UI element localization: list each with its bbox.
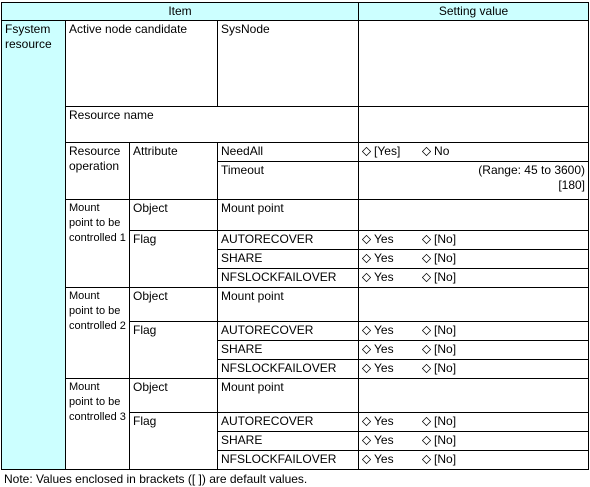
option-no: [No] — [422, 433, 456, 448]
diamond-icon — [422, 345, 431, 354]
option-no: [No] — [422, 342, 456, 357]
option-no: [No] — [422, 452, 456, 467]
needall-row — [2, 143, 589, 162]
mount-3-object-label: Object — [130, 379, 218, 413]
resource-name-row — [2, 107, 589, 143]
settings-table — [1, 2, 589, 470]
attribute-label: Attribute — [130, 143, 218, 200]
option-yes: Yes — [362, 270, 422, 285]
flag-setting — [359, 413, 589, 432]
needall-setting — [359, 143, 589, 162]
needall-option-yes: [Yes] — [362, 144, 422, 159]
flag-name: AUTORECOVER — [218, 322, 359, 341]
diamond-icon — [422, 326, 431, 335]
mount-2-object-label: Object — [130, 288, 218, 322]
diamond-icon — [422, 147, 431, 156]
mount-1-mount-point-label: Mount point — [218, 200, 359, 231]
diamond-icon — [422, 364, 431, 373]
option-no: [No] — [422, 270, 456, 285]
mount-2-mount-point-label: Mount point — [218, 288, 359, 322]
needall-option-no: No — [422, 144, 449, 159]
timeout-range: (Range: 45 to 3600) — [478, 163, 586, 177]
diamond-icon — [422, 436, 431, 445]
option-no: [No] — [422, 232, 456, 247]
diamond-icon — [422, 417, 431, 426]
active-node-value: SysNode — [218, 21, 359, 107]
diamond-icon — [362, 273, 371, 282]
mount-3-mount-point-label: Mount point — [218, 379, 359, 413]
mount-3-label: Mount point to be controlled 3 — [66, 379, 130, 470]
mount-1-label: Mount point to be controlled 1 — [66, 200, 130, 288]
resource-operation-label: Resource operation — [66, 143, 130, 200]
flag-setting — [359, 432, 589, 451]
header-row — [2, 3, 589, 21]
flag-setting — [359, 322, 589, 341]
flag-setting — [359, 360, 589, 379]
mount-2-object-row — [2, 288, 589, 322]
option-yes: Yes — [362, 414, 422, 429]
resource-name-setting — [359, 107, 589, 143]
flag-setting — [359, 250, 589, 269]
option-yes: Yes — [362, 232, 422, 247]
item-header: Item — [2, 3, 359, 21]
option-no: [No] — [422, 251, 456, 266]
diamond-icon — [362, 436, 371, 445]
mount-1-object-row — [2, 200, 589, 231]
resource-name-label: Resource name — [66, 107, 359, 143]
timeout-setting — [359, 162, 589, 200]
flag-name: SHARE — [218, 341, 359, 360]
timeout-default: [180] — [558, 178, 586, 192]
flag-setting — [359, 451, 589, 470]
option-no: [No] — [422, 361, 456, 376]
active-node-label: Active node candidate — [66, 21, 218, 107]
diamond-icon — [362, 364, 371, 373]
mount-2-mount-point-setting — [359, 288, 589, 322]
setting-value-header: Setting value — [359, 3, 589, 21]
needall-label: NeedAll — [218, 143, 359, 162]
fsystem-resource-label: Fsystem resource — [2, 21, 66, 470]
diamond-icon — [362, 455, 371, 464]
flag-setting — [359, 269, 589, 288]
mount-2-flag-label: Flag — [130, 322, 218, 379]
diamond-icon — [362, 345, 371, 354]
mount-3-object-row — [2, 379, 589, 413]
option-yes: Yes — [362, 361, 422, 376]
flag-name: NFSLOCKFAILOVER — [218, 451, 359, 470]
diamond-icon — [422, 455, 431, 464]
diamond-icon — [422, 235, 431, 244]
diamond-icon — [422, 273, 431, 282]
active-node-setting — [359, 21, 589, 107]
flag-name: AUTORECOVER — [218, 413, 359, 432]
option-yes: Yes — [362, 452, 422, 467]
option-no: [No] — [422, 414, 456, 429]
mount-1-object-label: Object — [130, 200, 218, 231]
option-yes: Yes — [362, 323, 422, 338]
diamond-icon — [362, 417, 371, 426]
option-yes: Yes — [362, 251, 422, 266]
mount-1-mount-point-setting — [359, 200, 589, 231]
diamond-icon — [362, 254, 371, 263]
flag-name: NFSLOCKFAILOVER — [218, 360, 359, 379]
diamond-icon — [362, 326, 371, 335]
flag-name: SHARE — [218, 432, 359, 451]
flag-name: NFSLOCKFAILOVER — [218, 269, 359, 288]
active-node-row — [2, 21, 589, 107]
mount-3-flag-label: Flag — [130, 413, 218, 470]
flag-name: SHARE — [218, 250, 359, 269]
option-yes: Yes — [362, 433, 422, 448]
flag-setting — [359, 231, 589, 250]
diamond-icon — [362, 147, 371, 156]
option-no: [No] — [422, 323, 456, 338]
option-yes: Yes — [362, 342, 422, 357]
mount-3-mount-point-setting — [359, 379, 589, 413]
default-values-note: Note: Values enclosed in brackets ([ ]) are default values. — [4, 472, 308, 486]
mount-2-label: Mount point to be controlled 2 — [66, 288, 130, 379]
mount-1-flag-label: Flag — [130, 231, 218, 288]
flag-setting — [359, 341, 589, 360]
flag-name: AUTORECOVER — [218, 231, 359, 250]
diamond-icon — [422, 254, 431, 263]
timeout-label: Timeout — [218, 162, 359, 200]
diamond-icon — [362, 235, 371, 244]
